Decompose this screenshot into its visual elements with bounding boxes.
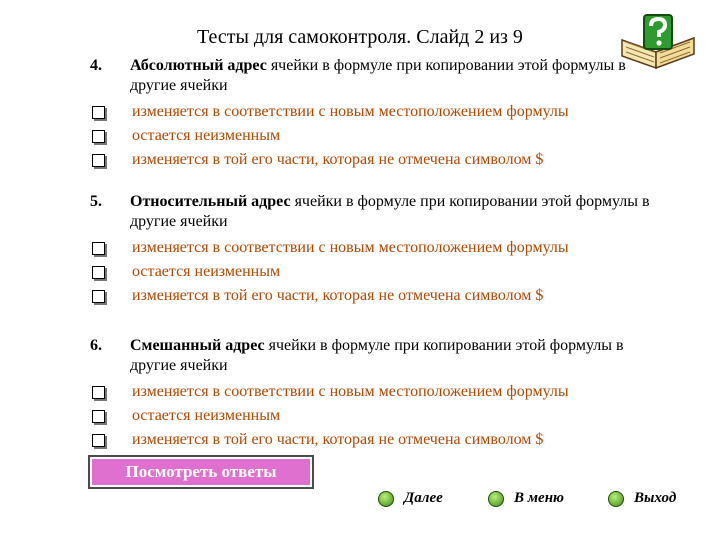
checkbox-icon[interactable] <box>92 106 105 119</box>
answer-option[interactable] <box>90 260 650 284</box>
next-link[interactable] <box>378 490 443 507</box>
option-label: остается неизменным <box>132 263 281 280</box>
question-body: ячейки в формуле при копировании этой формулы в другие ячейки <box>130 337 624 374</box>
option-label: изменяется в соответствии с новым местоположением формулы <box>132 383 569 400</box>
green-dot-icon <box>608 491 624 507</box>
question-5 <box>90 192 650 308</box>
next-label: Далее <box>404 490 443 506</box>
option-label: изменяется в соответствии с новым местоположением формулы <box>132 103 569 120</box>
checkbox-icon[interactable] <box>92 290 105 303</box>
checkbox-icon[interactable] <box>92 154 105 167</box>
answer-option[interactable] <box>90 148 650 172</box>
answer-option[interactable] <box>90 428 650 452</box>
answer-option[interactable] <box>90 404 650 428</box>
exit-label: Выход <box>634 490 677 506</box>
option-label: изменяется в той его части, которая не отмечена символом $ <box>132 431 544 448</box>
answer-option[interactable] <box>90 236 650 260</box>
green-dot-icon <box>378 491 394 507</box>
option-label: изменяется в той его части, которая не отмечена символом $ <box>132 287 544 304</box>
checkbox-icon[interactable] <box>92 386 105 399</box>
question-term: Относительный адрес <box>130 193 291 210</box>
answer-option[interactable] <box>90 380 650 404</box>
answer-option[interactable] <box>90 284 650 308</box>
exit-link[interactable] <box>608 490 676 507</box>
option-label: изменяется в соответствии с новым местоположением формулы <box>132 239 569 256</box>
question-number: 5. <box>90 193 102 210</box>
checkbox-icon[interactable] <box>92 266 105 279</box>
question-text <box>130 56 650 96</box>
option-label: изменяется в той его части, которая не отмечена символом $ <box>132 151 544 168</box>
question-text <box>130 192 650 232</box>
question-number: 6. <box>90 337 102 354</box>
question-term: Смешанный адрес <box>130 337 265 354</box>
green-dot-icon <box>488 491 504 507</box>
question-4 <box>90 56 650 172</box>
question-text <box>130 336 650 376</box>
checkbox-icon[interactable] <box>92 434 105 447</box>
answer-option[interactable] <box>90 100 650 124</box>
menu-label: В меню <box>514 490 564 506</box>
question-body: ячейки в формуле при копировании этой формулы в другие ячейки <box>130 57 626 94</box>
question-term: Абсолютный адрес <box>130 57 267 74</box>
answer-option[interactable] <box>90 124 650 148</box>
question-6 <box>90 336 650 452</box>
question-number: 4. <box>90 57 102 74</box>
checkbox-icon[interactable] <box>92 242 105 255</box>
option-label: остается неизменным <box>132 127 281 144</box>
option-label: остается неизменным <box>132 407 281 424</box>
show-answers-button[interactable]: Посмотреть ответы <box>90 457 312 487</box>
question-body: ячейки в формуле при копировании этой формулы в другие ячейки <box>130 193 650 230</box>
checkbox-icon[interactable] <box>92 410 105 423</box>
checkbox-icon[interactable] <box>92 130 105 143</box>
menu-link[interactable] <box>488 490 564 507</box>
slide-title: Тесты для самоконтроля. Слайд 2 из 9 <box>197 26 523 48</box>
